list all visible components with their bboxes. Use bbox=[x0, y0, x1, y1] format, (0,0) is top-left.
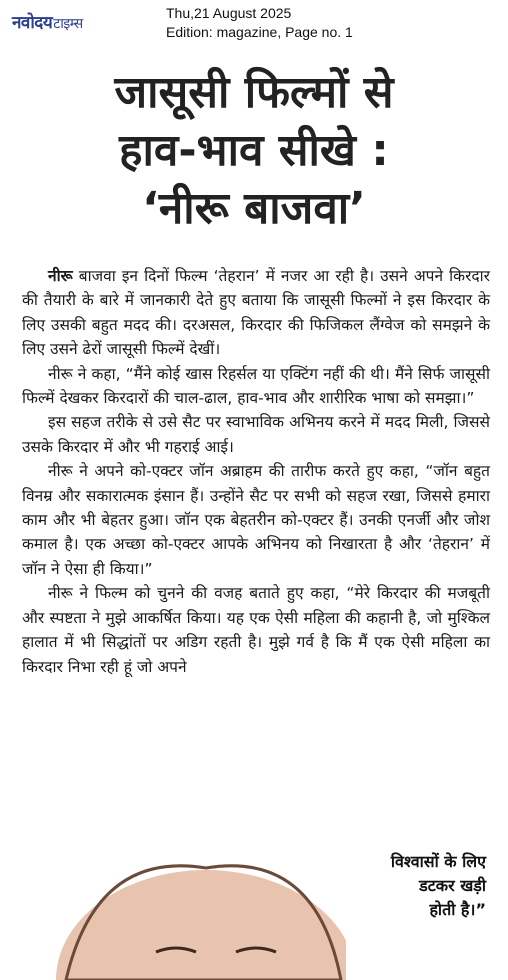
issue-meta bbox=[166, 4, 353, 42]
lead-word: नीरू bbox=[48, 267, 73, 285]
actress-photo bbox=[36, 840, 346, 980]
paragraph-3: इस सहज तरीके से उसे सैट पर स्वाभाविक अभिनय करने में मदद मिली, जिससे उसके किरदार में और भी गहराई आई। bbox=[22, 413, 490, 456]
headline-line-1: जासूसी फिल्मों से bbox=[114, 67, 394, 118]
article-headline bbox=[0, 64, 508, 238]
paragraph-5: नीरू ने फिल्म को चुनने की वजह बताते हुए कहा, “मेरे किरदार की मजबूती और स्पष्टता ने मुझे आकर्षित किया। यह एक ऐसी महिला की कहानी है, जो मुश्किल हालात में भी सिद्धांतों पर अडिग रहती है। मुझे गर्व है कि मैं एक ऐसी महिला का किरदार निभा रही हूं जो अपने bbox=[22, 584, 490, 676]
logo-sub: टाइम्स bbox=[53, 16, 83, 32]
article-body bbox=[22, 264, 490, 679]
headline-line-2: हाव-भाव सीखे : bbox=[119, 125, 389, 176]
headline-line-3: ‘नीरू बाजवा’ bbox=[142, 183, 366, 234]
logo-main: नवोदय bbox=[12, 13, 53, 33]
tail-line-3: होती है।” bbox=[429, 900, 486, 919]
masthead bbox=[0, 0, 508, 46]
paragraph-1 bbox=[22, 264, 490, 362]
paragraph-1-text: बाजवा इन दिनों फिल्म ‘तेहरान’ में नजर आ रही है। उसने अपने किरदार की तैयारी के बारे में जानकारी देते हुए बताया कि जासूसी फिल्मों ने इस किरदार के लिए उसकी बहुत मदद की। दरअसल, किरदार की फिजिकल लैंग्वेज को समझने के लिए उसने ढेरों जासूसी फिल्में देखीं। bbox=[22, 267, 490, 359]
issue-edition: Edition: magazine, Page no. 1 bbox=[166, 24, 353, 40]
paragraph-4: नीरू ने अपने को-एक्टर जॉन अब्राहम की तारीफ करते हुए कहा, “जॉन बहुत विनम्र और सकारात्मक इंसान हैं। उन्होंने सैट पर सभी को सहज रखा, जिससे हमारा काम और भी बेहतर हुआ। जॉन एक बेहतरीन को-एक्टर हैं। उनकी एनर्जी और जोश कमाल है। एक अच्छा को-एक्टर आपके अभिनय को निखारता है और ‘तेहरान’ में जॉन ने ऐसा ही किया।” bbox=[22, 462, 490, 578]
tail-line-1: विश्वासों के लिए bbox=[390, 852, 486, 871]
article-tail bbox=[316, 850, 486, 922]
photo-face-shape bbox=[56, 870, 346, 980]
newspaper-logo bbox=[12, 10, 83, 33]
tail-line-2: डटकर खड़ी bbox=[419, 876, 486, 895]
issue-date: Thu,21 August 2025 bbox=[166, 5, 292, 21]
paragraph-2: नीरू ने कहा, “मैंने कोई खास रिहर्सल या एक्टिंग नहीं की थी। मैंने सिर्फ जासूसी फिल्में देखकर किरदारों की चाल-ढाल, हाव-भाव और शारीरिक भाषा को समझा।” bbox=[22, 364, 490, 408]
